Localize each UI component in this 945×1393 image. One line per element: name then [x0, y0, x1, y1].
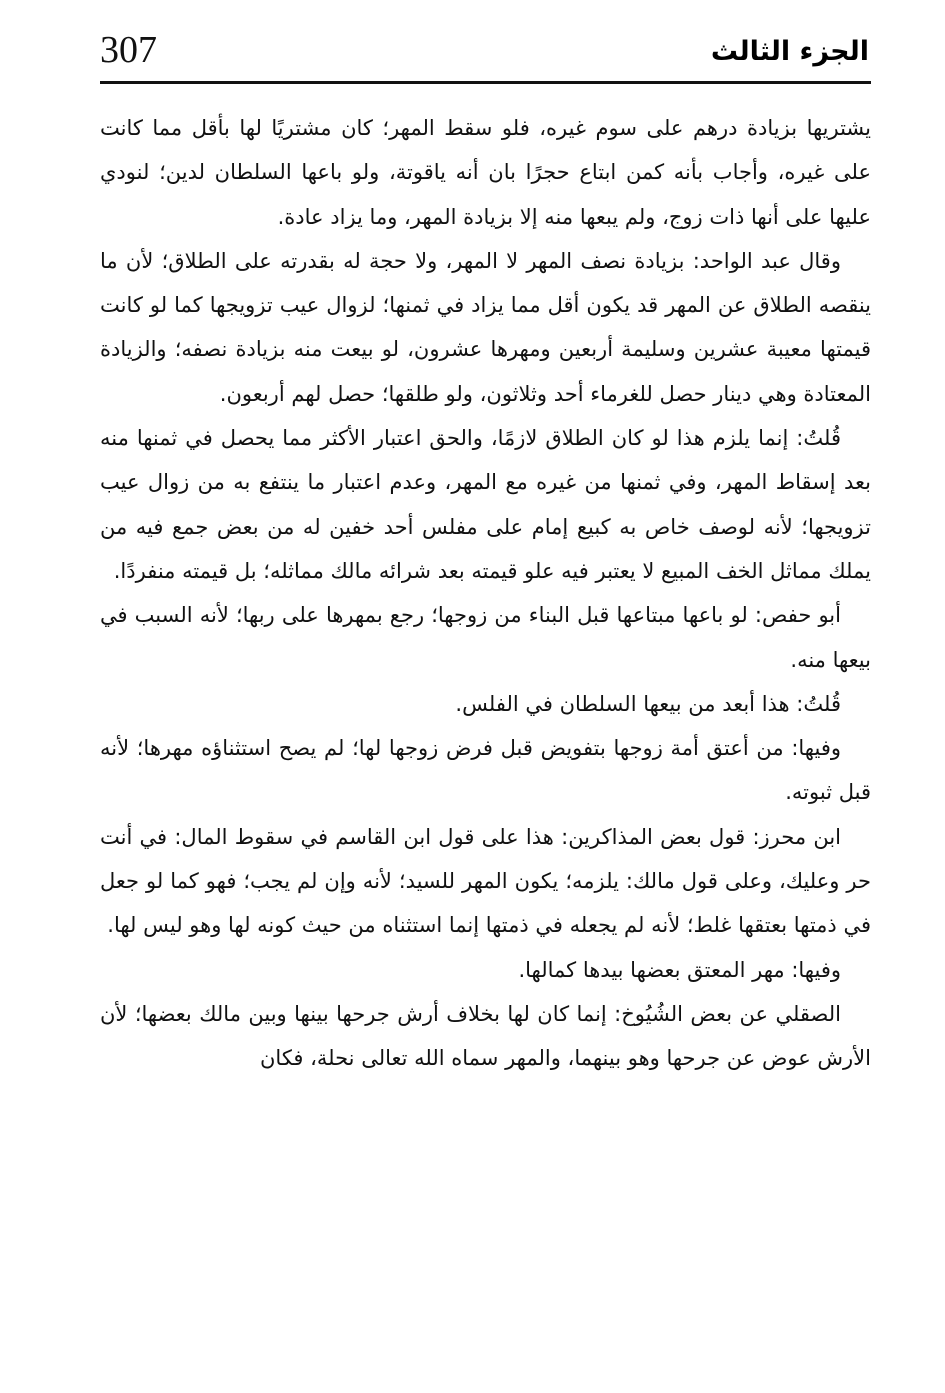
paragraph-2: وقال عبد الواحد: بزيادة نصف المهر لا المهر، ولا حجة له بقدرته على الطلاق؛ لأن ما ينقصه الطلاق عن المهر قد يكون أقل مما يزاد في ثمنها؛ لزوال عيب تزويجها كما لو كانت قيمتها معيبة عشرين وسليمة أربعين ومهرها عشرون، لو بيعت منه بزيادة نصفه؛ والزيادة المعتادة وهي دينار حصل للغرماء أحد وثلاثون، ولو طلقها؛ حصل لهم أربعون. [100, 248, 871, 406]
paragraph-8: وفيها: مهر المعتق بعضها بيدها كمالها. [518, 957, 841, 982]
page-header [100, 26, 869, 78]
paragraph-4: أبو حفص: لو باعها مبتاعها قبل البناء من زوجها؛ رجع بمهرها على ربها؛ لأنه السبب في بيعها منه. [100, 603, 871, 672]
paragraph-7: ابن محرز: قول بعض المذاكرين: هذا على قول ابن القاسم في سقوط المال: في أنت حر وعليك، وعلى قول مالك: يلزمه؛ يكون المهر للسيد؛ لأنه وإن لم يجب؛ فهو كما لو جعل في ذمتها بعتقها غلط؛ لأنه لم يجعله في ذمتها إنما استثناه من حيث كونه لها وهو ليس لها. [100, 824, 871, 938]
header-rule [100, 81, 871, 84]
paragraph-6: وفيها: من أعتق أمة زوجها بتفويض قبل فرض زوجها لها؛ لم يصح استثناؤه مهرها؛ لأنه قبل ثبوته. [100, 736, 871, 805]
paragraph-1: يشتريها بزيادة درهم على سوم غيره، فلو سقط المهر؛ كان مشتريًا لها بأقل مما كانت على غيره، وأجاب بأنه كمن ابتاع حجرًا بان أنه ياقوتة، ولو باعها السلطان لدين؛ لنودي عليها على أنها ذات زوج، ولم يبعها منه إلا بزيادة المهر، وما يزاد عادة. [100, 116, 871, 229]
running-title: الجزء الثالث [710, 36, 869, 67]
page-number: 307 [100, 29, 157, 71]
text-body [100, 106, 871, 1081]
paragraph-9: الصقلي عن بعض الشُيُوخ: إنما كان لها بخلاف أرش جرحها بينها وبين مالك بعضها؛ لأن الأرش عوض عن جرحها وهو بينهما، والمهر سماه الله تعالى نحلة، فكان [100, 1001, 871, 1071]
paragraph-5: قُلتُ: هذا أبعد من بيعها السلطان في الفلس. [455, 691, 841, 716]
paragraph-3: قُلتُ: إنما يلزم هذا لو كان الطلاق لازمًا، والحق اعتبار الأكثر مما يحصل في ثمنها منه بعد إسقاط المهر، وفي ثمنها من غيره مع المهر، وعدم اعتبار ما ينتفع به من زوال عيب تزويجها؛ لأنه لوصف خاص به كبيع إمام على مفلس أحد خفين له من بعض جمع فيه من يملك مماثل الخف المبيع لا يعتبر فيه علو قيمته بعد شرائه مالك مماثله؛ بل قيمته منفردًا. [100, 426, 871, 583]
